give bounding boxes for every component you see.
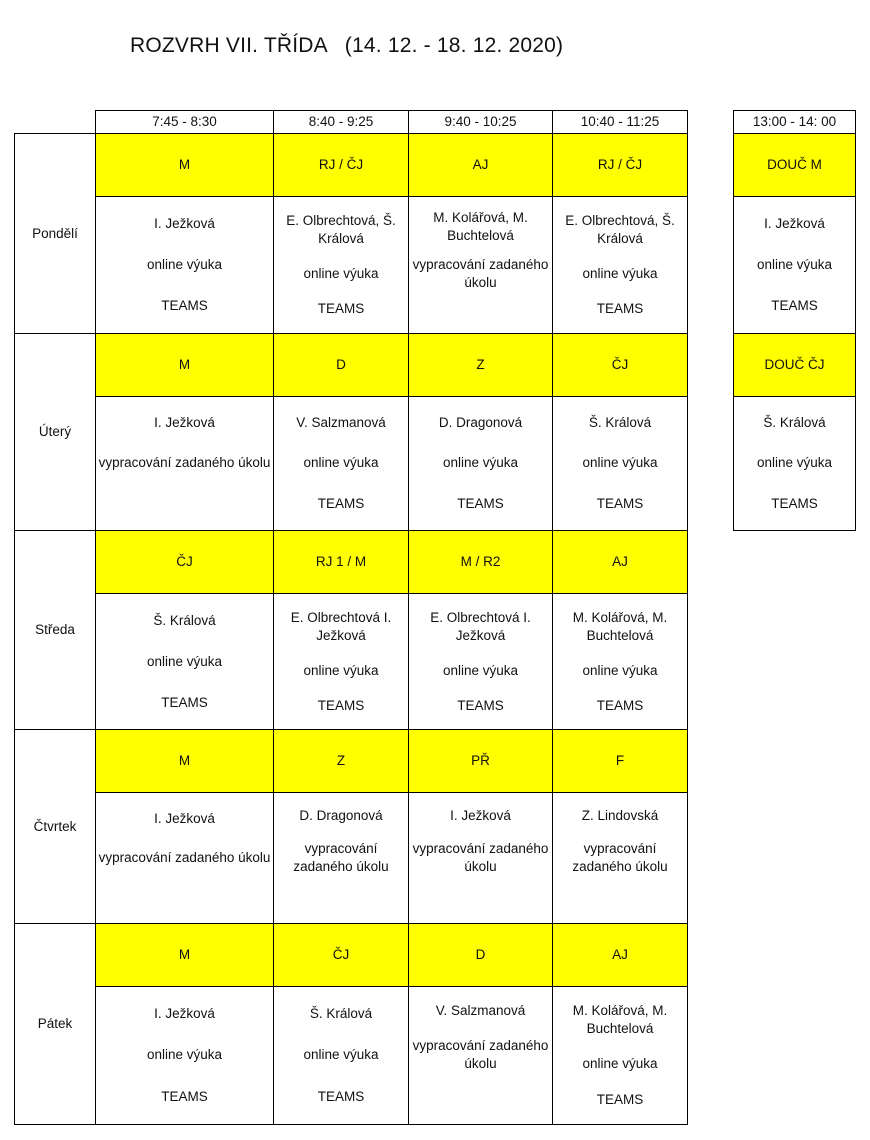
lesson-cell	[274, 594, 409, 730]
lesson-cell	[553, 987, 688, 1125]
lesson-cell	[409, 397, 553, 531]
teacher-name: I. Ježková	[154, 810, 215, 826]
timetable	[14, 110, 688, 1125]
lesson-cell	[96, 594, 274, 730]
lesson-cell	[96, 397, 274, 531]
lesson-mode: vypracování zadaného úkolu	[572, 840, 668, 874]
platform: TEAMS	[596, 495, 644, 511]
teacher-name: V. Salzmanová	[435, 1002, 526, 1018]
subject-cell: AJ	[553, 531, 688, 594]
tutoring-mode: online výuka	[756, 256, 833, 272]
lesson-mode: online výuka	[582, 1056, 658, 1072]
teacher-name: E. Olbrechtová I. Ježková	[290, 609, 392, 643]
time-slot-4: 10:40 - 11:25	[553, 111, 688, 134]
platform	[98, 888, 271, 906]
day-label: Středa	[15, 531, 96, 730]
time-header-row	[15, 111, 688, 134]
lesson-cell	[553, 594, 688, 730]
platform	[411, 303, 550, 321]
teacher-name: I. Ježková	[154, 415, 215, 431]
subject-cell: ČJ	[553, 334, 688, 397]
tutoring-lesson-cell	[734, 397, 856, 531]
lesson-cell	[274, 197, 409, 334]
teacher-name: Š. Králová	[309, 1005, 373, 1021]
tutoring-subject-cell: DOUČ ČJ	[734, 334, 856, 397]
platform	[411, 891, 550, 909]
lesson-mode: vypracování zadaného úkolu	[412, 256, 549, 290]
lesson-mode: online výuka	[442, 662, 519, 678]
lesson-mode: online výuka	[303, 1047, 379, 1063]
subject-cell: Z	[409, 334, 553, 397]
subject-cell: D	[409, 924, 553, 987]
lesson-cell	[274, 793, 409, 924]
day-detail-row	[15, 594, 688, 730]
lesson-mode: online výuka	[303, 455, 379, 471]
day-label: Pátek	[15, 924, 96, 1125]
teacher-name: M. Kolářová, M. Buchtelová	[572, 609, 668, 643]
teacher-name: D. Dragonová	[299, 807, 383, 823]
subject-cell: RJ / ČJ	[274, 134, 409, 197]
platform	[276, 891, 406, 909]
time-slot-2: 8:40 - 9:25	[274, 111, 409, 134]
lesson-mode: online výuka	[582, 265, 658, 281]
teacher-name: M. Kolářová, M. Buchtelová	[572, 1002, 668, 1036]
subject-cell: RJ 1 / M	[274, 531, 409, 594]
lesson-mode: online výuka	[146, 256, 223, 272]
tutoring-lesson-cell	[734, 197, 856, 334]
platform: TEAMS	[317, 301, 365, 317]
platform: TEAMS	[457, 495, 504, 511]
corner-cell	[15, 111, 96, 134]
subject-cell: PŘ	[409, 730, 553, 793]
tutoring-table	[733, 110, 856, 531]
lesson-cell	[409, 594, 553, 730]
platform: TEAMS	[596, 301, 644, 317]
subject-cell: ČJ	[96, 531, 274, 594]
day-subject-row	[15, 134, 688, 197]
page-title: ROZVRH VII. TŘÍDA (14. 12. - 18. 12. 2020)	[130, 34, 564, 57]
teacher-name: I. Ježková	[154, 1005, 215, 1021]
day-subject-row	[15, 334, 688, 397]
platform	[411, 1091, 550, 1109]
subject-cell: ČJ	[274, 924, 409, 987]
tutoring-subject-cell: DOUČ M	[734, 134, 856, 197]
lesson-mode: vypracování zadaného úkolu	[98, 455, 271, 471]
lesson-cell	[409, 793, 553, 924]
lesson-cell	[409, 197, 553, 334]
subject-cell: M	[96, 924, 274, 987]
day-subject-row	[15, 924, 688, 987]
platform: TEAMS	[596, 697, 644, 713]
extra-time-slot: 13:00 - 14: 00	[734, 111, 856, 134]
lesson-mode: online výuka	[146, 1047, 223, 1063]
teacher-name: E. Olbrechtová, Š. Králová	[565, 212, 675, 246]
platform: TEAMS	[161, 694, 208, 710]
subject-cell: M	[96, 134, 274, 197]
platform	[98, 495, 271, 513]
subject-cell: M	[96, 730, 274, 793]
lesson-mode: online výuka	[303, 662, 379, 678]
day-subject-row	[15, 730, 688, 793]
lesson-mode: online výuka	[146, 653, 223, 669]
platform: TEAMS	[596, 1092, 644, 1108]
tutoring-teacher: Š. Králová	[763, 415, 826, 431]
platform: TEAMS	[317, 697, 365, 713]
platform: TEAMS	[457, 697, 504, 713]
time-slot-1: 7:45 - 8:30	[96, 111, 274, 134]
platform: TEAMS	[317, 495, 365, 511]
lesson-mode: online výuka	[303, 265, 379, 281]
tutoring-teacher: I. Ježková	[764, 215, 825, 231]
subject-cell: AJ	[409, 134, 553, 197]
day-detail-row	[15, 793, 688, 924]
time-slot-3: 9:40 - 10:25	[409, 111, 553, 134]
day-label: Pondělí	[15, 134, 96, 334]
lesson-cell	[553, 793, 688, 924]
day-label: Čtvrtek	[15, 730, 96, 924]
tutoring-mode: online výuka	[756, 455, 833, 471]
teacher-name: V. Salzmanová	[296, 415, 386, 431]
lesson-cell	[96, 197, 274, 334]
teacher-name: Š. Králová	[153, 612, 216, 628]
day-label: Úterý	[15, 334, 96, 531]
teacher-name: I. Ježková	[154, 215, 215, 231]
lesson-mode: vypracování zadaného úkolu	[98, 849, 271, 865]
subject-cell: D	[274, 334, 409, 397]
teacher-name: D. Dragonová	[438, 415, 523, 431]
day-detail-row	[15, 197, 688, 334]
platform	[555, 891, 685, 909]
tutoring-platform: TEAMS	[771, 298, 818, 314]
subject-cell: Z	[274, 730, 409, 793]
subject-cell: M	[96, 334, 274, 397]
lesson-mode: online výuka	[442, 455, 519, 471]
teacher-name: E. Olbrechtová, Š. Králová	[286, 212, 396, 246]
subject-cell: AJ	[553, 924, 688, 987]
lesson-mode: vypracování zadaného úkolu	[293, 840, 389, 874]
lesson-cell	[96, 987, 274, 1125]
day-detail-row	[15, 397, 688, 531]
teacher-name: Z. Lindovská	[581, 807, 659, 823]
subject-cell: M / R2	[409, 531, 553, 594]
subject-cell: RJ / ČJ	[553, 134, 688, 197]
teacher-name: I. Ježková	[450, 807, 511, 823]
teacher-name: Š. Králová	[588, 415, 652, 431]
lesson-mode: online výuka	[582, 455, 658, 471]
lesson-mode: vypracování zadaného úkolu	[412, 1038, 549, 1072]
platform: TEAMS	[317, 1089, 365, 1105]
lesson-cell	[553, 397, 688, 531]
lesson-cell	[96, 793, 274, 924]
platform: TEAMS	[161, 1089, 208, 1105]
subject-cell: F	[553, 730, 688, 793]
day-subject-row	[15, 531, 688, 594]
lesson-mode: online výuka	[582, 662, 658, 678]
platform: TEAMS	[161, 298, 208, 314]
teacher-name: E. Olbrechtová I. Ježková	[430, 609, 531, 643]
tutoring-platform: TEAMS	[771, 495, 818, 511]
lesson-cell	[553, 197, 688, 334]
lesson-mode: vypracování zadaného úkolu	[412, 840, 549, 874]
lesson-cell	[409, 987, 553, 1125]
lesson-cell	[274, 987, 409, 1125]
teacher-name: M. Kolářová, M. Buchtelová	[433, 209, 528, 243]
day-detail-row	[15, 987, 688, 1125]
lesson-cell	[274, 397, 409, 531]
